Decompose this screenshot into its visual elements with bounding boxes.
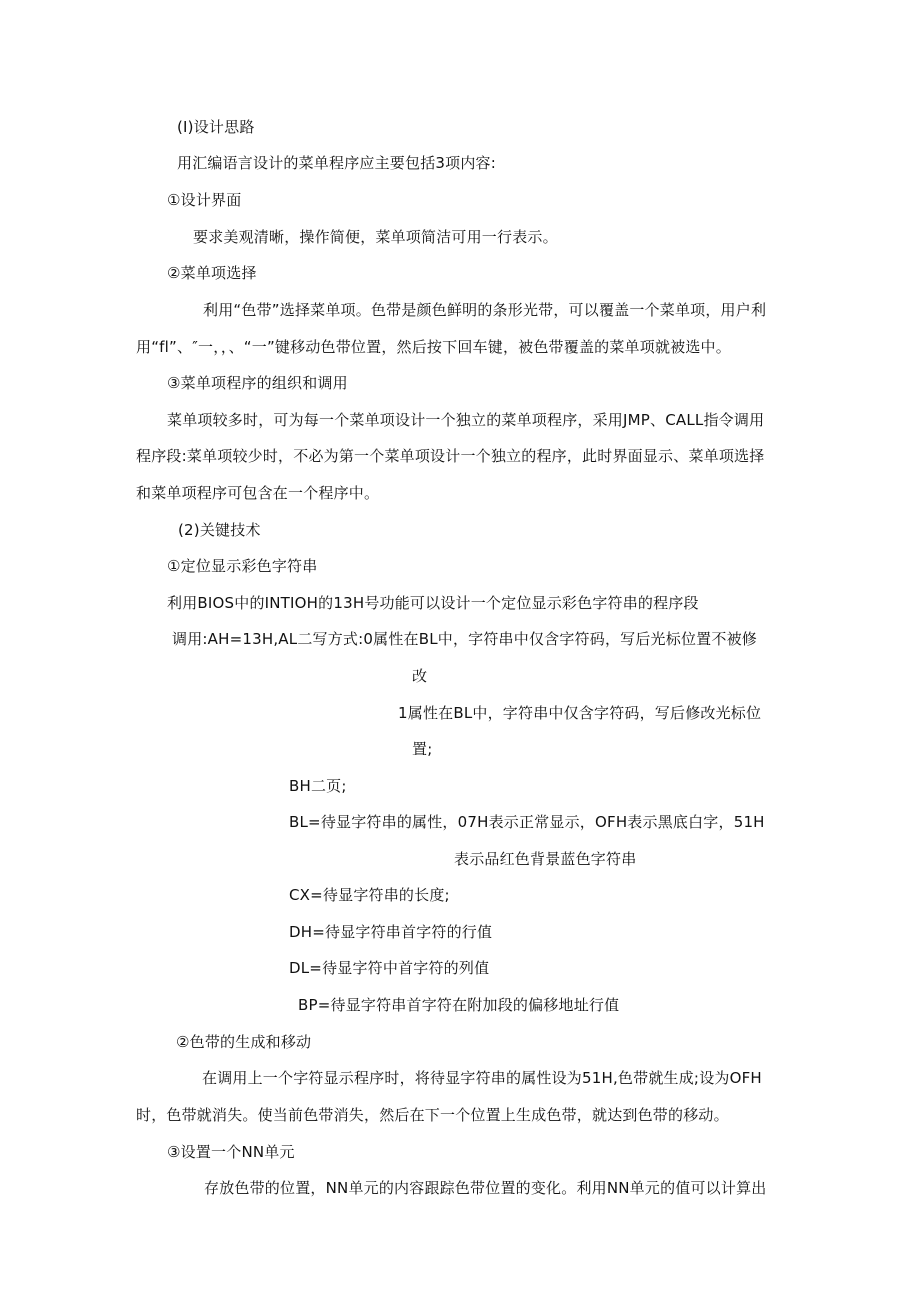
heading-design-idea: (I)设计思路 <box>177 118 255 136</box>
subheading-menu-selection: ②菜单项选择 <box>167 264 257 282</box>
subheading-menu-program: ③菜单项程序的组织和调用 <box>167 374 348 392</box>
subheading-design-interface: ①设计界面 <box>167 191 242 209</box>
paragraph-line: 和菜单项程序可包含在一个程序中。 <box>136 484 380 502</box>
subheading-color-band: ②色带的生成和移动 <box>176 1033 312 1051</box>
paragraph-line: 利用“色带”选择菜单项。色带是颜色鲜明的条形光带，可以覆盖一个菜单项，用户利 <box>203 301 767 319</box>
paragraph-line: 调用:AH=13H,AL二写方式:0属性在BL中，字符串中仅含字符码，写后光标位置不被修 <box>172 630 757 648</box>
paragraph-line: 菜单项较多时，可为每一个菜单项设计一个独立的菜单项程序，采用JMP、CALL指令调用 <box>167 411 765 429</box>
paragraph-line: 改 <box>412 667 428 685</box>
paragraph-line: 利用BIOS中的INTIOH的13H号功能可以设计一个定位显示彩色字符串的程序段 <box>167 594 699 612</box>
register-line: DH=待显字符串首字符的行值 <box>289 923 493 941</box>
paragraph-line: 程序段:菜单项较少时，不必为第一个菜单项设计一个独立的程序，此时界面显示、菜单项选择 <box>136 447 765 465</box>
register-line: CX=待显字符串的长度; <box>289 886 450 904</box>
paragraph-line: 用汇编语言设计的菜单程序应主要包括3项内容: <box>177 154 496 172</box>
paragraph-line: 1属性在BL中，字符串中仅含字符码，写后修改光标位 <box>398 704 762 722</box>
subheading-color-string: ①定位显示彩色字符串 <box>167 557 318 575</box>
paragraph-line: 置; <box>412 740 433 758</box>
register-line: BP=待显字符串首字符在附加段的偏移地址行值 <box>298 996 620 1014</box>
paragraph-line: 要求美观清晰，操作简便，菜单项简洁可用一行表示。 <box>193 228 558 246</box>
paragraph-line: 在调用上一个字符显示程序时，将待显字符串的属性设为51H,色带就生成;设为OFH <box>202 1069 762 1087</box>
paragraph-line: 用“fl”、″一，，、“一”键移动色带位置，然后按下回车键，被色带覆盖的菜单项就被选中。 <box>136 338 731 356</box>
paragraph-line: 时，色带就消失。使当前色带消失，然后在下一个位置上生成色带，就达到色带的移动。 <box>136 1106 729 1124</box>
register-line: BL=待显字符串的属性，07H表示正常显示，OFH表示黑底白字，51H <box>289 813 765 831</box>
subheading-nn-unit: ③设置一个NN单元 <box>167 1143 295 1161</box>
paragraph-line: 存放色带的位置，NN单元的内容跟踪色带位置的变化。利用NN单元的值可以计算出 <box>204 1179 767 1197</box>
register-line: DL=待显字符中首字符的列值 <box>289 959 490 977</box>
heading-key-technology: (2)关键技术 <box>178 521 261 539</box>
register-line: BH二页; <box>289 777 347 795</box>
register-line: 表示品红色背景蓝色字符串 <box>454 850 637 868</box>
